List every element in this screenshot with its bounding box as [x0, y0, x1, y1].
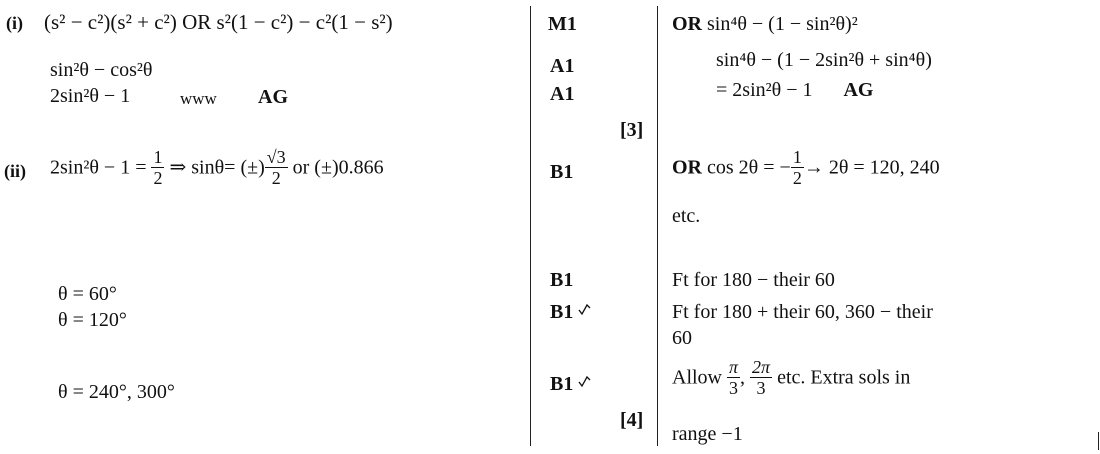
note-2pi-3: [750, 358, 772, 397]
ii-root-fraction: [265, 148, 288, 187]
note-or2-pre: cos 2θ = −: [707, 156, 791, 179]
divider-left: [530, 6, 531, 446]
ii-root-den: 2: [271, 168, 281, 188]
note-or2-post: → 2θ = 120, 240: [803, 156, 940, 179]
ii-arrow: ⇒ sinθ= (±): [169, 156, 265, 179]
note-or2-num: 1: [792, 147, 802, 167]
note-ft-2: Ft for 180 + their 60, 360 − their: [672, 301, 933, 323]
note-ft-2b: 60: [672, 327, 692, 349]
note-pi-num: π: [729, 357, 739, 377]
mark-total-4: [4]: [620, 409, 644, 431]
note-identity-line3: [716, 80, 873, 100]
part-i-label: (i): [6, 13, 23, 33]
mark-b1-60: B1: [550, 269, 574, 291]
part-i-ag: AG: [258, 86, 288, 108]
part-i-line3: 2sin²θ − 1: [50, 85, 131, 107]
text-cursor: [1098, 432, 1099, 450]
note-allow-comma: ,: [740, 366, 746, 389]
mark-b1-240-text: B1: [550, 373, 574, 395]
ii-or: or (±)0.866: [292, 156, 384, 179]
note-or-cos2theta: [672, 148, 940, 187]
note-or2-den: 2: [792, 168, 802, 188]
note-pi-den: 3: [729, 378, 739, 398]
note-identity-ag: AG: [843, 79, 874, 101]
note-pi-3: [727, 358, 740, 397]
mark-total-3: [3]: [620, 119, 644, 141]
tick-icon: [578, 303, 592, 315]
note-2pi-num: 2π: [752, 357, 771, 377]
note-identity-line2: sin⁴θ − (1 − 2sin²θ + sin⁴θ): [716, 49, 932, 71]
note-or-label: OR: [672, 13, 702, 35]
mark-b1-ii: B1: [550, 161, 574, 183]
note-allow: [672, 358, 910, 397]
note-allow-label: Allow: [672, 366, 722, 389]
note-or-identity: [672, 14, 858, 34]
divider-right: [657, 6, 658, 446]
note-or2-label: OR: [672, 156, 702, 179]
theta-120: θ = 120°: [58, 309, 127, 331]
part-i-www: www: [180, 89, 217, 108]
theta-60: θ = 60°: [58, 283, 117, 305]
mark-b1-120-text: B1: [550, 301, 574, 323]
note-or2-fraction: [791, 148, 804, 187]
ii-half-fraction: [151, 148, 164, 187]
ii-lhs: 2sin²θ − 1 =: [50, 156, 147, 179]
part-ii-label: (ii): [4, 161, 26, 181]
theta-240-300: θ = 240°, 300°: [58, 381, 175, 403]
note-range: range −1: [672, 423, 743, 445]
note-ft-1: Ft for 180 − their 60: [672, 269, 835, 291]
mark-a1-second: A1: [550, 83, 575, 105]
mark-a1-first: A1: [550, 55, 575, 77]
note-identity-result: = 2sin²θ − 1: [716, 79, 813, 101]
part-i-line2: sin²θ − cos²θ: [50, 59, 153, 81]
mark-b1-240: [550, 374, 592, 394]
tick-icon: [578, 375, 592, 387]
ii-half-den: 2: [153, 168, 163, 188]
ii-root-num: √3: [266, 147, 286, 167]
note-allow-post: etc. Extra sols in: [777, 366, 911, 389]
note-etc: etc.: [672, 205, 701, 227]
ii-half-num: 1: [153, 147, 163, 167]
mark-b1-120: [550, 302, 592, 322]
part-i-expression: (s² − c²)(s² + c²) OR s²(1 − c²) − c²(1 − s²): [44, 10, 393, 34]
note-or-expr: sin⁴θ − (1 − sin²θ)²: [707, 13, 858, 35]
mark-m1: M1: [548, 13, 577, 35]
note-2pi-den: 3: [756, 378, 766, 398]
part-ii-equation: [50, 148, 384, 187]
